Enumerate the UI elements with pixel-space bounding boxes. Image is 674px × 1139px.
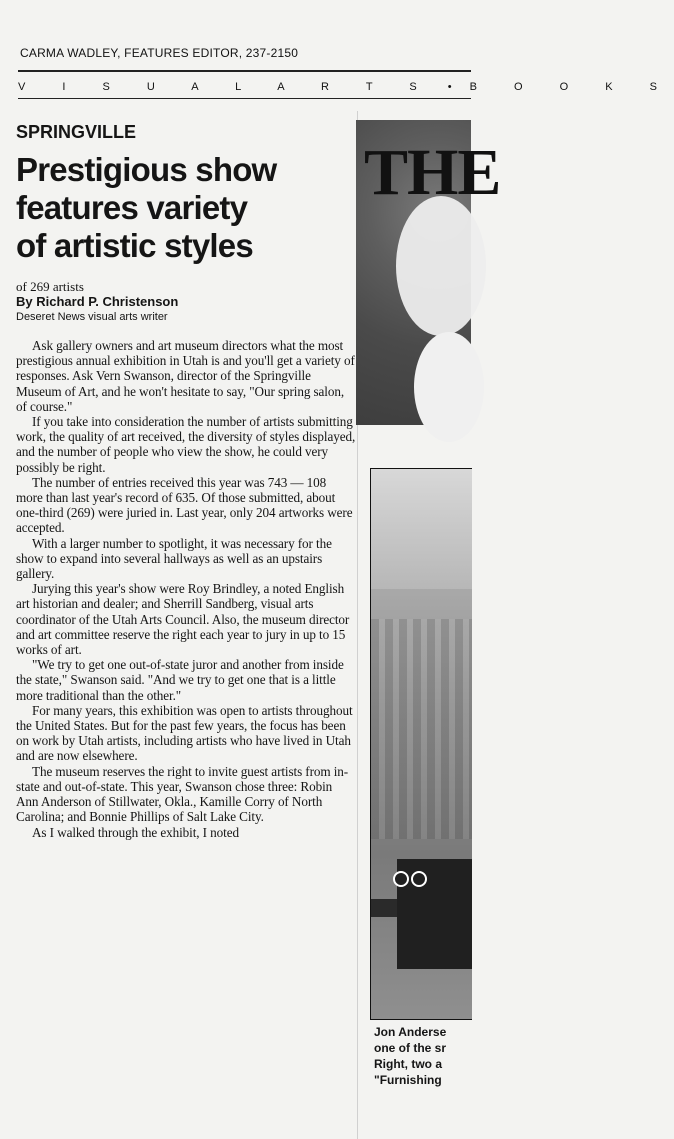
headline-line-2: features variety — [16, 189, 248, 226]
article-body — [16, 338, 356, 840]
section-right-label: B O O K S — [469, 81, 674, 93]
section-left-label: V I S U A L A R T S — [18, 81, 434, 93]
caption-line: Right, two a — [374, 1057, 442, 1071]
title-graphic — [356, 120, 501, 425]
photo-round-detail — [393, 871, 409, 887]
section-dot: • — [447, 81, 452, 93]
graphic-shape — [414, 332, 484, 442]
body-paragraph: The number of entries received this year was 743 — 108 more than last year's record of 635. Of those submitted, about one-third (269) were juried in. Last year, only 204 artworks were accepted. — [16, 474, 353, 536]
body-paragraph: Ask gallery owners and art museum directors what the most prestigious annual exhibition in Utah is and you'll get a variety of responses. Ask Vern Swanson, director of the Springville Museum of Art, and he won't hesitate to say, "Our spring salon, of course." — [16, 338, 355, 414]
editor-header: CARMA WADLEY, FEATURES EDITOR, 237-2150 — [20, 46, 299, 60]
article-subhead: of 269 artists — [16, 279, 84, 294]
photo-round-detail — [411, 871, 427, 887]
article-column — [16, 122, 356, 840]
caption-line: Jon Anderse — [374, 1025, 447, 1039]
headline-line-1: Prestigious show — [16, 151, 277, 188]
article-kicker: SPRINGVILLE — [16, 122, 137, 142]
photo-texture — [371, 619, 472, 839]
caption-line: one of the sr — [374, 1041, 447, 1055]
body-paragraph: As I walked through the exhibit, I noted — [32, 824, 239, 840]
photo-sky — [371, 469, 472, 589]
headline-line-3: of artistic styles — [16, 227, 253, 264]
section-bar — [18, 76, 674, 99]
sidebar-column — [356, 110, 501, 1139]
article-headline — [16, 151, 356, 265]
body-paragraph: "We try to get one out-of-state juror and another from inside the state," Swanson said. "And we try to get one that is a little more traditional than the other." — [16, 657, 344, 703]
article-credit: Deseret News visual arts writer — [16, 311, 168, 323]
body-paragraph: If you take into consideration the number of artists submitting work, the quality of art received, the diversity of styles displayed, and the number of people who view the show, he could very possibly be right. — [16, 414, 356, 475]
body-paragraph: For many years, this exhibition was open to artists throughout the United States. But for the past few years, the focus has been on work by Utah artists, including artists who have lived in Utah and are now elsewhere. — [16, 702, 353, 764]
body-paragraph: Jurying this year's show were Roy Brindley, a noted English art historian and dealer; and Sherrill Sandberg, visual arts coordinator of the Utah Arts Council. Also, the museum director and art committee reserve the right each year to jury in up to 15 works of art. — [16, 581, 350, 658]
top-rule — [18, 70, 471, 72]
body-paragraph: The museum reserves the right to invite guest artists from in-state and out-of-state. This year, Swanson chose three: Robin Ann Anderson of Stillwater, Okla., Kamille Corry of North Carolina; and Bonnie Phillips of Salt Lake City. — [16, 763, 349, 825]
article-photo — [370, 468, 472, 1020]
article-byline: By Richard P. Christenson — [16, 294, 179, 309]
caption-line: "Furnishing — [374, 1073, 442, 1087]
graphic-shape — [396, 196, 486, 336]
body-paragraph: With a larger number to spotlight, it was necessary for the show to expand into several hallways as well as an upstairs gallery. — [16, 535, 332, 582]
graphic-title-text: THE — [364, 136, 501, 209]
photo-caption — [374, 1024, 471, 1088]
